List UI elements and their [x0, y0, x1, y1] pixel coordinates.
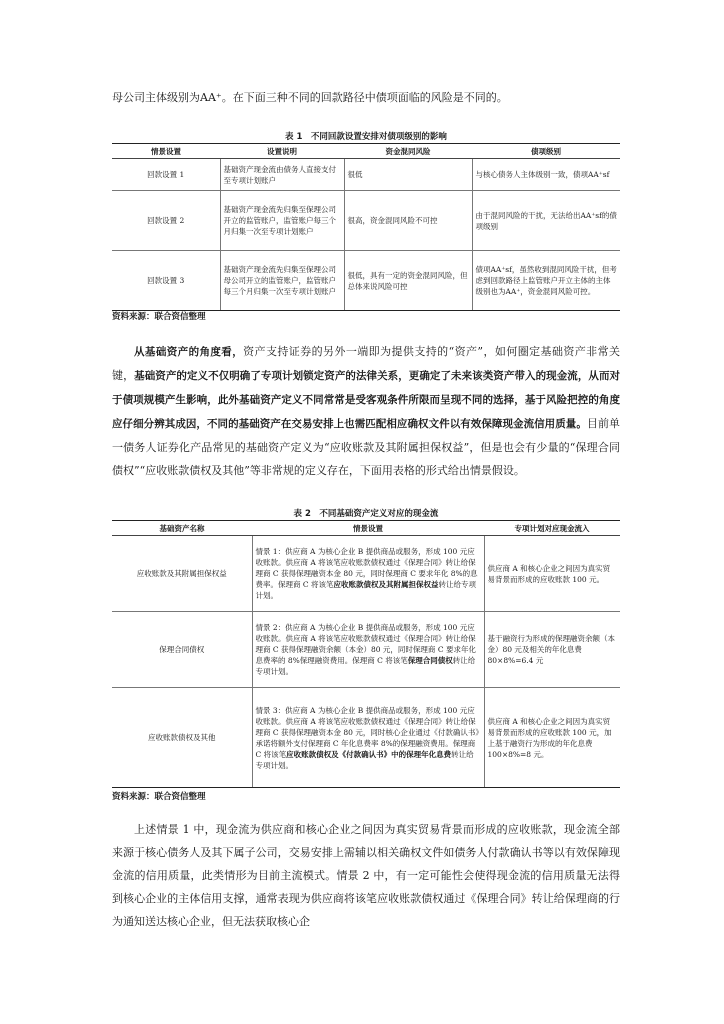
- scenario-text: 情景 3：供应商 A 为核心企业 B 提供商品或服务，形成 100 元应收账款。供应商 A 将该笔应收账款债权通过《保理合同》转让给保理商 C 获得保理融资本金 80 元，同时核心企业通过《付款确认书》承诺将额外支付保理商 C 年化息费率 8%的保理融资费用。保理商 C 将该笔: [255, 705, 480, 759]
- table1-header: 情景设置: [112, 144, 220, 159]
- table-cell: 债项AA⁺sf，虽然收到混同风险干扰，但考虑到回款路径上监管账户开立主体的主体级别也为AA⁺，资金混同风险可控。: [472, 251, 620, 311]
- table-cell: [252, 688, 484, 788]
- table1-header: 设置说明: [220, 144, 344, 159]
- table2-source: 资料来源：联合资信整理: [112, 792, 206, 802]
- intro-line: 母公司主体级别为AA⁺。在下面三种不同的回款路径中债项面临的风险是不同的。: [112, 91, 508, 104]
- table-cell: 保理合同债权: [112, 612, 252, 688]
- table2-header-row: [112, 521, 620, 536]
- table-cell: 供应商 A 和核心企业之间因为真实贸易背景而形成的应收账款 100 元，加上基于融资行为形成的年化息费 100×8%=8 元。: [484, 688, 620, 788]
- body-text-1: 资产支持证券的另外一端即为提供支持的“资产”，如何圈定基础资产非常关键，: [112, 345, 621, 382]
- table-cell: 应收账款及其附属担保权益: [112, 536, 252, 612]
- table1-header-row: [112, 144, 620, 159]
- scenario-tail: 转让给专项计划。: [255, 749, 474, 770]
- table-row: [112, 536, 620, 612]
- body-bold-1: 从基础资产的角度看，: [134, 346, 244, 358]
- table-cell: 基础资产现金流先归集至保理公司母公司开立的监管账户，监管账户每三个月归集一次至专项计划账户: [220, 251, 344, 311]
- table-row: [112, 688, 620, 788]
- table2-header: 情景设置: [252, 521, 484, 536]
- body-paragraph: [112, 340, 620, 482]
- scenario-text: 情景 1：供应商 A 为核心企业 B 提供商品或服务，形成 100 元应收账款。供应商 A 将该笔应收账款债权通过《保理合同》转让给保理商 C 获得保理融资本金 80 元，同时保理商 C 要求年化 8%的息费率。保理商 C 将该笔: [255, 547, 478, 589]
- table-cell: 与核心债务人主体级别一致，债项AA⁺sf: [472, 159, 620, 191]
- table2-header: 专项计划对应现金流入: [484, 521, 620, 536]
- table-row: [112, 159, 620, 191]
- table-cell: 基础资产现金流由债务人直接支付至专项计划账户: [220, 159, 344, 191]
- table-cell: 基础资产现金流先归集至保理公司开立的监管账户，监管账户每三个月归集一次至专项计划账户: [220, 191, 344, 251]
- scenario-emphasis: 保理合同债权: [407, 656, 453, 665]
- table-cell: 供应商 A 和核心企业之间因为真实贸易背景而形成的应收账款 100 元。: [484, 536, 620, 612]
- table1-header: 资金混同风险: [344, 144, 472, 159]
- table-cell: 回款设置 2: [112, 191, 220, 251]
- table-cell: 回款设置 1: [112, 159, 220, 191]
- body-bold-2: 基础资产的定义不仅明确了专项计划锁定资产的法律关系，更确定了未来该类资产带入的现金流，从而对于债项规模产生影响，此外基础资产定义不同常常是受客观条件所限而呈现不同的选择，基于风险把控的角度应仔细分辨其成因，不同的基础资产在交易安排上也需匹配相应确权文件以有效保障现金流信用质量。: [112, 370, 621, 430]
- table1-source: 资料来源：联合资信整理: [112, 312, 206, 322]
- scenario-emphasis: 应收账款债权及《付款确认书》中的保理年化息费: [286, 749, 452, 759]
- table-cell: 由于混同风险的干扰，无法给出AA⁺sf的债项级别: [472, 191, 620, 251]
- scenario-emphasis: 应收账款债权及其附属担保权益: [333, 580, 439, 589]
- table-row: [112, 191, 620, 251]
- table2-header: 基础资产名称: [112, 521, 252, 536]
- table1-header: 债项级别: [472, 144, 620, 159]
- table-row: [112, 612, 620, 688]
- scenario-text: 情景 2：供应商 A 为核心企业 B 提供商品或服务，形成 100 元应收账款。供应商 A 将该笔应收账款债权通过《保理合同》转让给保理商 C 获得保理融资余额（本金）80 元，同时保理商 C 要求年化息费率的 8%保理融资费用。保理商 C 将该笔: [255, 623, 476, 665]
- table-cell: 很低，具有一定的资金混同风险，但总体来说风险可控: [344, 251, 472, 311]
- table2: [112, 520, 620, 788]
- table-cell: [252, 612, 484, 688]
- table-cell: 基于融资行为形成的保理融资余额（本金）80 元及相关的年化息费 80×8%=6.4 元: [484, 612, 620, 688]
- table-cell: 很高，资金混同风险不可控: [344, 191, 472, 251]
- scenario-tail: 转让给专项计划。: [255, 656, 476, 676]
- table-row: [112, 251, 620, 311]
- table2-caption: 表 2 不同基础资产定义对应的现金流: [293, 509, 439, 519]
- body-text-2: 目前单一债务人证券化产品常见的基础资产定义为“应收账款及其附属担保权益”，但是也会有少量的“保理合同债权”“应收账款债权及其他”等非常规的定义存在，下面用表格的形式给出情景假设。: [112, 417, 621, 477]
- table1-caption: 表 1 不同回款设置安排对债项级别的影响: [285, 132, 447, 142]
- closing-paragraph: 上述情景 1 中，现金流为供应商和核心企业之间因为真实贸易背景而形成的应收账款，现金流全部来源于核心债务人及其下属子公司，交易安排上需辅以相关确权文件如债务人付款确认书等以有效保障现金流的信用质量，此类情形为目前主流模式。情景 2 中，有一定可能性会使得现金流的信用质量无法得到核心企业的主体信用支撑，通常表现为供应商将该笔应收账款债权通过《保理合同》转让给保理商的行为通知送达核心企业，但无法获取核心企: [112, 823, 620, 928]
- scenario-tail: 转让给专项计划。: [255, 580, 477, 600]
- table-cell: 回款设置 3: [112, 251, 220, 311]
- table-cell: [252, 536, 484, 612]
- table-cell: 应收账款债权及其他: [112, 688, 252, 788]
- table-cell: 很低: [344, 159, 472, 191]
- table1: [112, 143, 620, 311]
